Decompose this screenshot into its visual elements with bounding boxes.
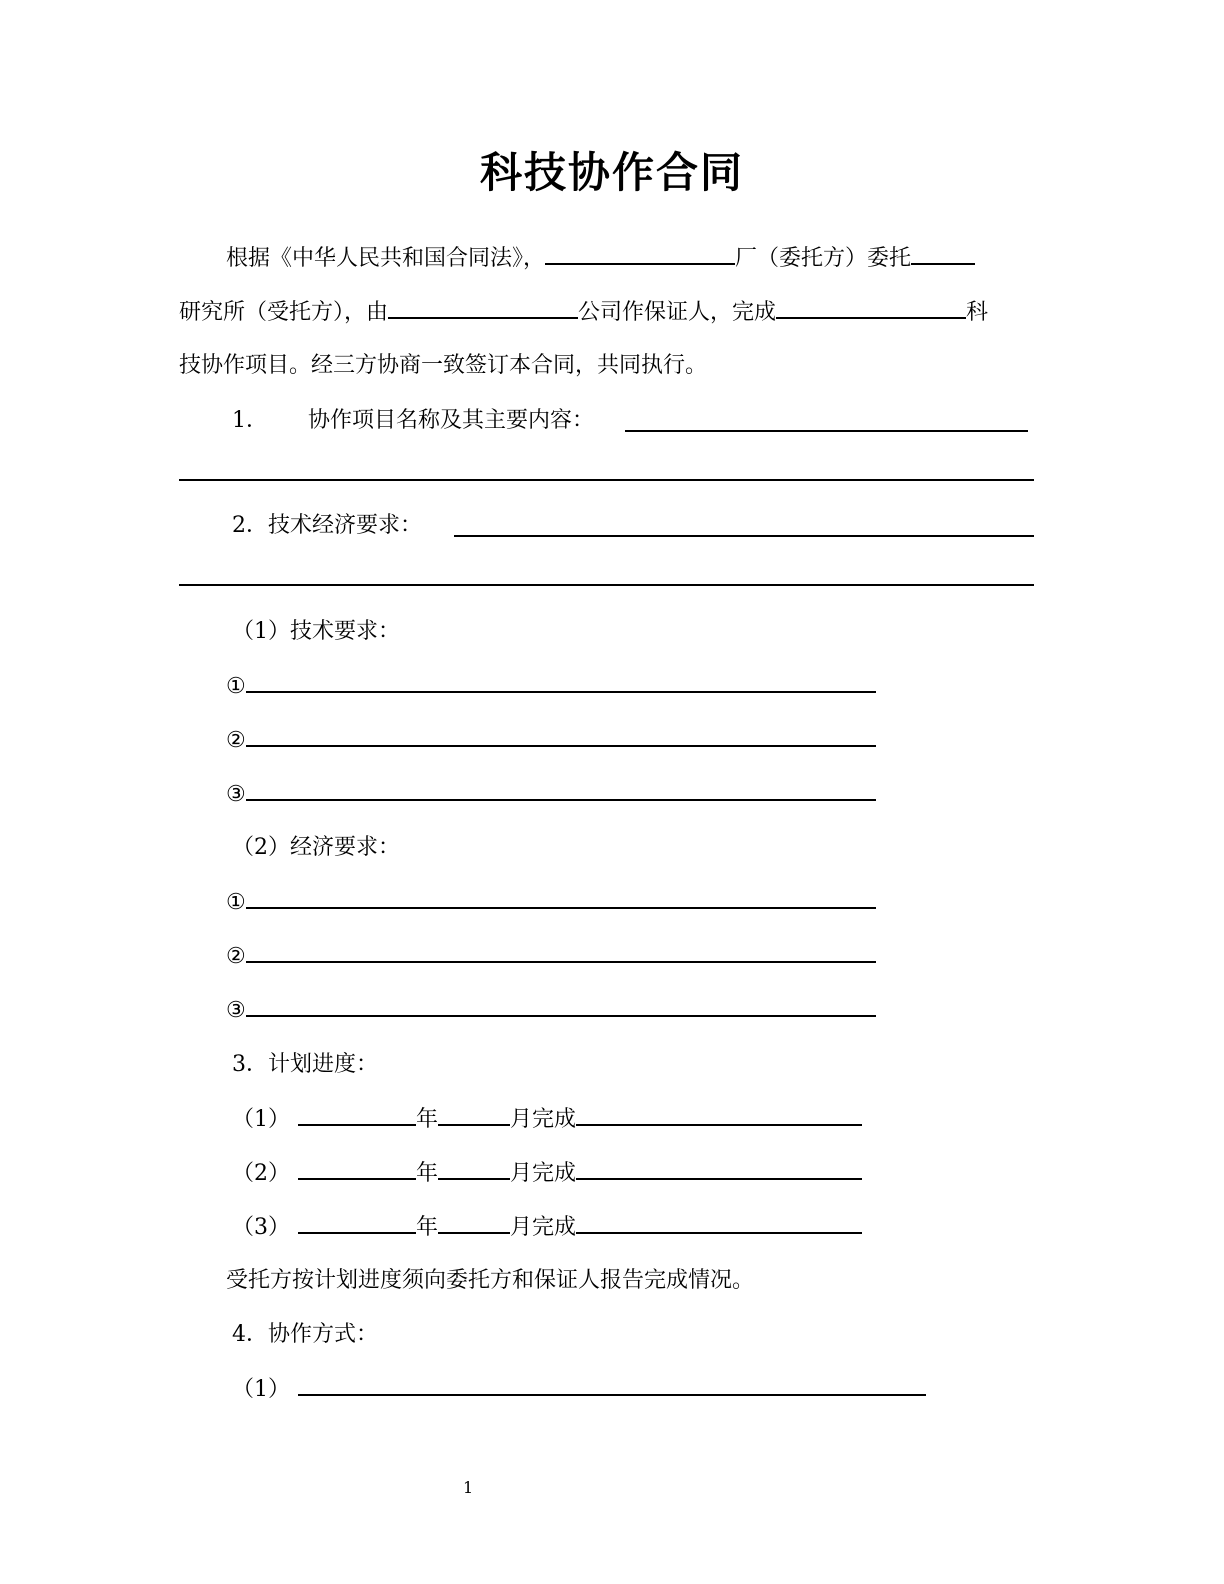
section-number: 2．	[232, 513, 268, 538]
item-marker: ①	[226, 674, 246, 699]
intro-line-1	[226, 241, 975, 275]
tech-item-1	[226, 669, 876, 703]
schedule-row-3	[232, 1210, 862, 1244]
year-label: 年	[416, 1107, 439, 1132]
schedule-row-2	[232, 1156, 862, 1190]
section-3-heading	[232, 1048, 378, 1082]
tech-item-3	[226, 777, 876, 811]
row-number: （2）	[232, 1161, 290, 1186]
item-marker: ②	[226, 728, 246, 753]
factory-blank[interactable]	[545, 241, 735, 265]
section-4-heading	[232, 1318, 378, 1352]
institute-blank[interactable]	[911, 241, 975, 265]
year-blank[interactable]	[298, 1102, 416, 1126]
tech-item-2	[226, 723, 876, 757]
intro-text: 根据《中华人民共和国合同法》，	[226, 246, 546, 271]
intro-text: 厂（委托方）委托	[735, 246, 912, 271]
econ-item-3-blank[interactable]	[246, 993, 876, 1017]
item-marker: ②	[226, 944, 246, 969]
section-label: 计划进度：	[268, 1052, 379, 1077]
guarantor-blank[interactable]	[388, 295, 578, 319]
section-label: 技术经济要求：	[268, 513, 423, 538]
section-number: 1．	[232, 408, 268, 433]
section-1-heading	[232, 404, 594, 438]
project-blank[interactable]	[776, 295, 966, 319]
section-2-blank-line-2[interactable]	[179, 584, 1034, 586]
year-blank[interactable]	[298, 1156, 416, 1180]
page-number: 1	[463, 1478, 474, 1497]
econ-item-2-blank[interactable]	[246, 939, 876, 963]
item-marker: ③	[226, 998, 246, 1023]
section-number: 4．	[232, 1322, 268, 1347]
econ-item-1	[226, 885, 876, 919]
econ-item-3	[226, 993, 876, 1027]
section-1-blank-line-2[interactable]	[179, 479, 1034, 481]
intro-line-3: 技协作项目。经三方协商一致签订本合同，共同执行。	[179, 353, 708, 378]
cooperation-row-1	[232, 1372, 926, 1406]
tech-item-1-blank[interactable]	[246, 669, 876, 693]
econ-item-2	[226, 939, 876, 973]
row-number: （1）	[232, 1107, 290, 1132]
year-label: 年	[416, 1161, 439, 1186]
tech-item-3-blank[interactable]	[246, 777, 876, 801]
month-blank[interactable]	[438, 1102, 510, 1126]
row-number: （3）	[232, 1215, 290, 1240]
econ-requirements-label: （2）经济要求：	[232, 835, 400, 860]
intro-line-2	[179, 295, 988, 329]
section-number: 3．	[232, 1052, 268, 1077]
item-marker: ①	[226, 890, 246, 915]
cooperation-blank[interactable]	[298, 1372, 926, 1396]
month-label: 月完成	[510, 1215, 577, 1240]
milestone-blank[interactable]	[576, 1210, 862, 1234]
intro-text: 公司作保证人，完成	[578, 300, 777, 325]
intro-text: 科	[966, 300, 989, 325]
section-1-blank[interactable]	[625, 430, 1028, 432]
item-marker: ③	[226, 782, 246, 807]
section-label: 协作项目名称及其主要内容：	[308, 408, 595, 433]
year-label: 年	[416, 1215, 439, 1240]
econ-item-1-blank[interactable]	[246, 885, 876, 909]
month-label: 月完成	[510, 1107, 577, 1132]
section-2-heading	[232, 509, 422, 543]
section-label: 协作方式：	[268, 1322, 379, 1347]
schedule-note: 受托方按计划进度须向委托方和保证人报告完成情况。	[226, 1268, 755, 1293]
month-blank[interactable]	[438, 1210, 510, 1234]
month-blank[interactable]	[438, 1156, 510, 1180]
schedule-row-1	[232, 1102, 862, 1136]
document-title: 科技协作合同	[479, 148, 744, 197]
milestone-blank[interactable]	[576, 1156, 862, 1180]
tech-requirements-label: （1）技术要求：	[232, 619, 400, 644]
year-blank[interactable]	[298, 1210, 416, 1234]
intro-text: 研究所（受托方），由	[179, 300, 389, 325]
milestone-blank[interactable]	[576, 1102, 862, 1126]
row-number: （1）	[232, 1377, 290, 1402]
month-label: 月完成	[510, 1161, 577, 1186]
tech-item-2-blank[interactable]	[246, 723, 876, 747]
section-2-blank[interactable]	[454, 535, 1034, 537]
